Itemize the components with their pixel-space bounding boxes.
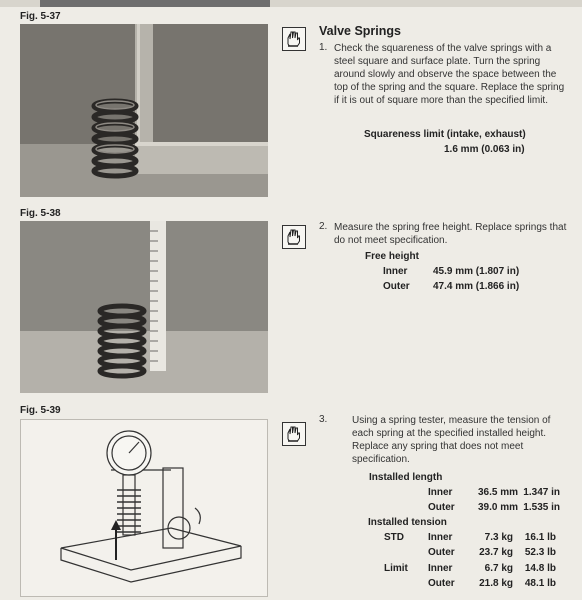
squareness-limit-value: 1.6 mm (0.063 in)	[444, 144, 525, 155]
squareness-limit-label: Squareness limit (intake, exhaust)	[364, 129, 526, 140]
installed-length-outer-in: 1.535 in	[523, 502, 560, 513]
free-height-outer-value: 47.4 mm (1.866 in)	[433, 281, 520, 292]
top-photo-edge	[40, 0, 270, 7]
step-1-text: Check the squareness of the valve springs with a steel square and surface plate. Turn the spring around slowly and observe the space between the top of the spring and the square. Replace the spring if it is out of square more than the specified limit.	[334, 43, 565, 106]
figure-label-5-38: Fig. 5-38	[20, 208, 61, 219]
tension-limit-inner-lb: 14.8 lb	[524, 563, 556, 574]
installed-length-inner-in: 1.347 in	[523, 487, 560, 498]
hand-inspection-icon	[282, 422, 306, 446]
tension-std-inner-label: Inner	[428, 532, 453, 543]
tension-limit-outer-label: Outer	[428, 578, 455, 589]
tension-std-outer-lb: 52.3 lb	[524, 547, 556, 558]
free-height-outer-label: Outer	[383, 281, 410, 292]
hand-inspection-icon	[282, 225, 306, 249]
tension-std-inner-lb: 16.1 lb	[524, 532, 556, 543]
step-3-text: Using a spring tester, measure the tension of each spring at the specified installed height. Replace any spring that does not meet specification.	[352, 415, 551, 465]
installed-length-label: Installed length	[369, 472, 443, 483]
tension-limit-outer-lb: 48.1 lb	[524, 578, 556, 589]
installed-length-inner-label: Inner	[428, 487, 453, 498]
step-1-number: 1.	[319, 42, 328, 53]
free-height-inner-value: 45.9 mm (1.807 in)	[433, 266, 520, 277]
tension-std-label: STD	[384, 532, 404, 543]
figure-label-5-39: Fig. 5-39	[20, 405, 61, 416]
tension-limit-inner-label: Inner	[428, 563, 453, 574]
free-height-label: Free height	[365, 251, 419, 262]
step-2-number: 2.	[319, 221, 328, 232]
hand-inspection-icon	[282, 27, 306, 51]
spring-tester-diagram	[20, 419, 268, 597]
tension-std-inner-kg: 7.3 kg	[484, 532, 513, 543]
tension-limit-label: Limit	[384, 563, 408, 574]
installed-tension-label: Installed tension	[368, 517, 447, 528]
free-height-inner-label: Inner	[383, 266, 408, 277]
tension-std-outer-label: Outer	[428, 547, 455, 558]
spring-free-height-photo	[20, 221, 268, 393]
step-2-text: Measure the spring free height. Replace springs that do not meet specification.	[334, 222, 567, 246]
step-3-number: 3.	[319, 414, 328, 425]
tension-limit-inner-kg: 6.7 kg	[484, 563, 513, 574]
installed-length-inner-mm: 36.5 mm	[477, 487, 518, 498]
top-photo-strip	[0, 0, 582, 7]
tension-std-outer-kg: 23.7 kg	[479, 547, 513, 558]
figure-label-5-37: Fig. 5-37	[20, 11, 61, 22]
installed-length-outer-mm: 39.0 mm	[477, 502, 518, 513]
section-title: Valve Springs	[319, 24, 401, 38]
installed-length-outer-label: Outer	[428, 502, 455, 513]
tension-limit-outer-kg: 21.8 kg	[479, 578, 513, 589]
spring-squareness-photo	[20, 24, 268, 197]
